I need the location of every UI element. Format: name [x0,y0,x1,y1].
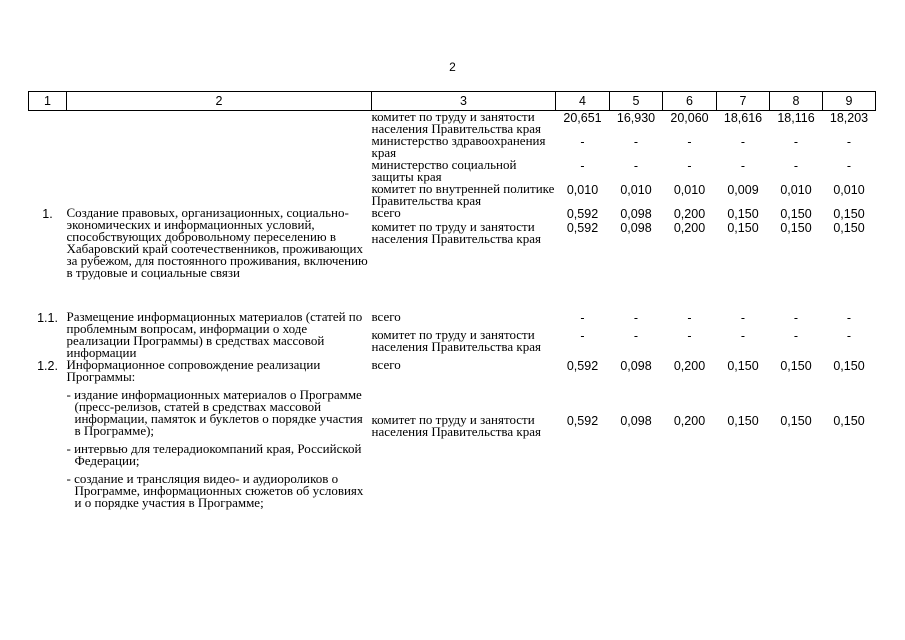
row-number [29,159,67,183]
value-cell: 0,098 [620,359,652,373]
value-cell: - [633,311,639,325]
table-row [29,111,876,136]
value-cell: - [580,159,585,173]
value-cell: 0,010 [833,183,865,197]
value-cell: 0,592 [566,207,599,221]
row-text: Информационное сопровождение реализации Программы: [66,357,321,384]
value-cell: 0,150 [727,359,759,373]
header-cell-7: 7 [717,92,770,111]
value-cell: - [740,311,746,325]
value-cell: - [687,328,692,343]
row-executor: всего [371,309,401,324]
value-cell: 0,150 [833,359,865,373]
value-cell: 0,150 [727,221,759,235]
value-cell: 0,098 [620,207,652,221]
row-text [67,111,372,136]
value-cell: 0,150 [780,221,812,235]
row-text: Размещение информационных материалов (статей по проблемным вопросам, информации о ходе реализации Программы) в средствах массовой информации [66,309,363,360]
value-cell: 0,592 [566,414,599,429]
value-cell: - [846,159,852,173]
value-cell: - [580,311,585,325]
value-cell: 16,930 [616,111,656,125]
value-cell: 0,010 [566,183,599,197]
value-cell: - [687,311,692,325]
value-cell: - [793,159,799,173]
row-number: 1.1. [37,311,58,325]
subitem: - интервью для телерадиокомпаний края, Российской Федерации; [66,441,362,468]
value-cell: 0,592 [566,221,599,235]
row-number: 1.2. [37,359,58,373]
value-cell: 20,060 [670,111,709,125]
table-row [29,135,876,159]
row-text [67,135,372,159]
value-cell: - [740,328,746,343]
value-cell: - [580,135,585,149]
value-cell: 0,010 [780,183,812,197]
value-cell: 0,009 [727,183,759,197]
value-cell: 0,150 [833,414,865,429]
header-cell-3: 3 [372,92,556,111]
value-cell: 0,010 [620,183,652,197]
value-cell: 0,150 [727,207,759,221]
value-cell: - [740,159,746,173]
row-number: 1. [42,207,53,221]
value-cell: - [793,328,799,343]
header-cell-5: 5 [610,92,663,111]
value-cell: - [580,328,585,343]
value-cell: 0,150 [780,207,812,221]
row-executor: комитет по труду и занятости населения Правительства края [371,412,541,440]
value-cell: 0,098 [620,221,652,235]
value-cell: - [846,311,852,325]
value-cell: 0,150 [833,221,865,235]
header-row [29,92,876,111]
value-cell: - [793,311,799,325]
row-executor: комитет по труду и занятости населения Правительства края [371,219,541,246]
value-cell: 0,150 [780,414,812,429]
row-executor: всего [371,357,401,372]
row-executor: комитет по труду и занятости населения Правительства края [371,326,541,354]
row-text-block [67,359,372,509]
subitem: - создание и трансляция видео- и аудиороликов о Программе, информационных сюжетов об условиях и о порядке участия в Программе; [66,471,364,510]
row-executor: всего [371,205,401,220]
table-row [29,183,876,207]
value-cell: - [633,328,639,343]
value-cell: 0,592 [566,359,599,373]
value-cell: - [633,135,639,149]
row-text: Создание правовых, организационных, социально-экономических и информационных условий, способствующих добровольному переселению в Хабаровский край соотечественников, проживающих за рубежом, для постоянного проживания, включению в трудовые и социальные связи [66,205,368,280]
row-number [29,135,67,159]
value-cell: - [687,135,692,149]
row-text [67,183,372,207]
header-cell-1: 1 [29,92,67,111]
header-cell-4: 4 [556,92,610,111]
page-number: 2 [449,60,456,74]
header-cell-8: 8 [770,92,823,111]
value-cell: - [687,159,692,173]
value-cell: - [846,135,852,149]
value-cell: 0,010 [673,183,706,197]
row-number [29,111,67,136]
header-cell-2: 2 [67,92,372,111]
value-cell: - [740,135,746,149]
value-cell: 0,200 [673,359,706,373]
table-row [29,359,876,414]
value-cell: - [633,159,639,173]
value-cell: 18,203 [829,111,869,125]
value-cell: - [846,328,852,343]
value-cell: 18,116 [777,111,815,125]
value-cell: 0,150 [727,414,759,429]
value-cell: 0,200 [673,207,706,221]
value-cell: 0,150 [833,207,865,221]
row-executor: министерство здравоохранения края [371,133,546,160]
value-cell: 0,200 [673,414,706,429]
row-text [67,159,372,183]
value-cell: - [793,135,799,149]
row-executor: комитет по труду и занятости населения Правительства края [371,109,541,136]
program-table [28,91,876,509]
value-cell: 18,616 [723,111,763,125]
value-cell: 0,150 [780,359,812,373]
header-cell-6: 6 [663,92,717,111]
header-cell-9: 9 [823,92,876,111]
value-cell: 0,098 [620,414,652,429]
value-cell: 20,651 [563,111,602,125]
row-executor: комитет по внутренней политике Правительства края [371,181,555,208]
subitem: - издание информационных материалов о Программе (пресс-релизов, статей в средствах массовой информации, памяток и буклетов о порядке участия в Программе); [66,387,363,438]
table-row [29,159,876,183]
value-cell: 0,200 [673,221,706,235]
row-number [29,183,67,207]
row-executor: министерство социальной защиты края [371,157,517,184]
